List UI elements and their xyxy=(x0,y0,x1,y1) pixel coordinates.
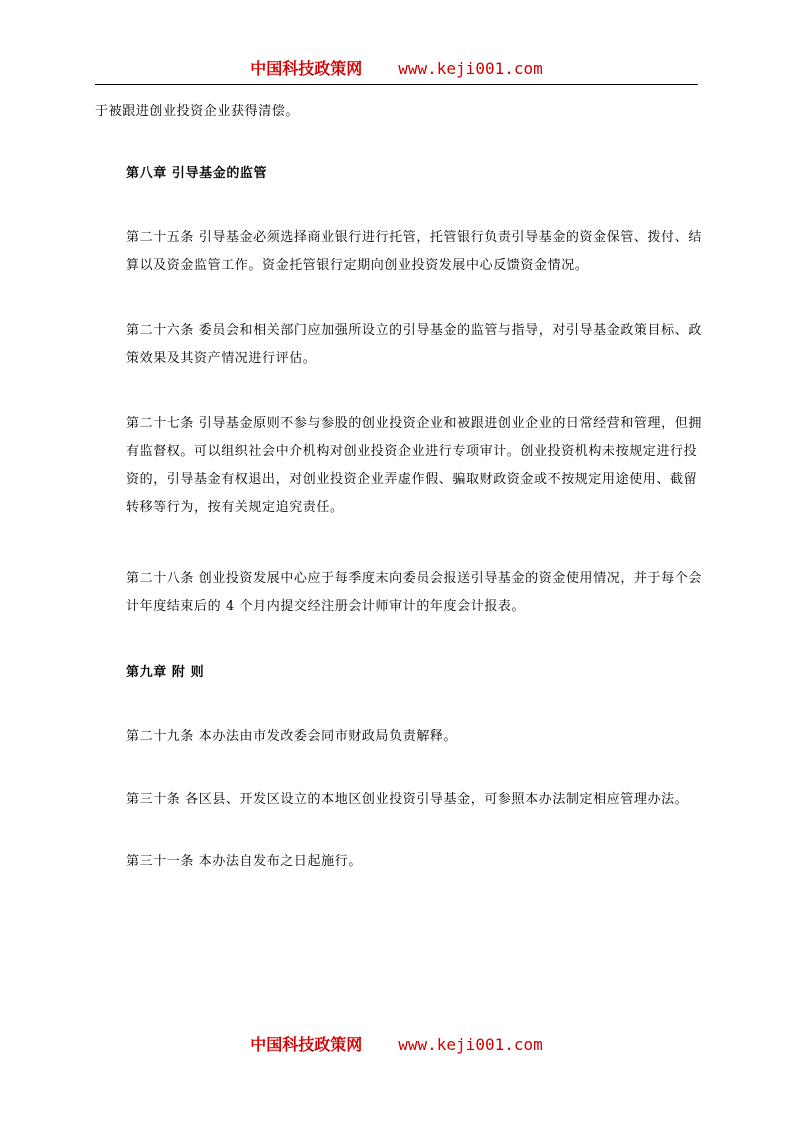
header-line xyxy=(95,58,698,80)
footer-site-url[interactable]: www.keji001.com xyxy=(398,1035,543,1054)
page-footer xyxy=(95,1034,698,1056)
header-site-name: 中国科技政策网 xyxy=(250,59,363,78)
article-25 xyxy=(95,224,705,280)
article-27-text: 第二十七条 引导基金原则不参与参股的创业投资企业和被跟进创业企业的日常经营和管理，但拥有监督权。可以组织社会中介机构对创业投资企业进行专项审计。创业投资机构未按规定进行投资的，引导基金有权退出，对创业投资企业弄虚作假、骗取财政资金或不按规定用途使用、截留转移等行为，按有关规定追究责任。 xyxy=(126,416,702,515)
page-header xyxy=(95,58,698,85)
article-31 xyxy=(95,848,705,876)
article-30-text: 第三十条 各区县、开发区设立的本地区创业投资引导基金，可参照本办法制定相应管理办法。 xyxy=(126,792,689,807)
article-29 xyxy=(95,723,705,751)
article-27 xyxy=(95,410,705,522)
article-26-text: 第二十六条 委员会和相关部门应加强所设立的引导基金的监管与指导，对引导基金政策目标、政策效果及其资产情况进行评估。 xyxy=(126,323,702,366)
article-26 xyxy=(95,317,705,373)
article-29-text: 第二十九条 本办法由市发改委会同市财政局负责解释。 xyxy=(126,729,458,744)
chapter-8-title: 第八章 引导基金的监管 xyxy=(126,166,268,181)
article-25-text: 第二十五条 引导基金必须选择商业银行进行托管，托管银行负责引导基金的资金保管、拨付、结算以及资金监管工作。资金托管银行定期向创业投资发展中心反馈资金情况。 xyxy=(126,230,702,273)
article-31-text: 第三十一条 本办法自发布之日起施行。 xyxy=(126,854,362,869)
article-30 xyxy=(95,786,705,814)
article-28-text: 第二十八条 创业投资发展中心应于每季度末向委员会报送引导基金的资金使用情况，并于每个会计年度结束后的 4 个月内提交经注册会计师审计的年度会计报表。 xyxy=(126,571,702,614)
article-28 xyxy=(95,565,705,621)
footer-site-name: 中国科技政策网 xyxy=(250,1035,363,1054)
header-site-url[interactable]: www.keji001.com xyxy=(398,59,543,78)
continuation-text: 于被跟进创业投资企业获得清偿。 xyxy=(95,104,300,119)
chapter-9-title: 第九章 附 则 xyxy=(126,665,205,680)
